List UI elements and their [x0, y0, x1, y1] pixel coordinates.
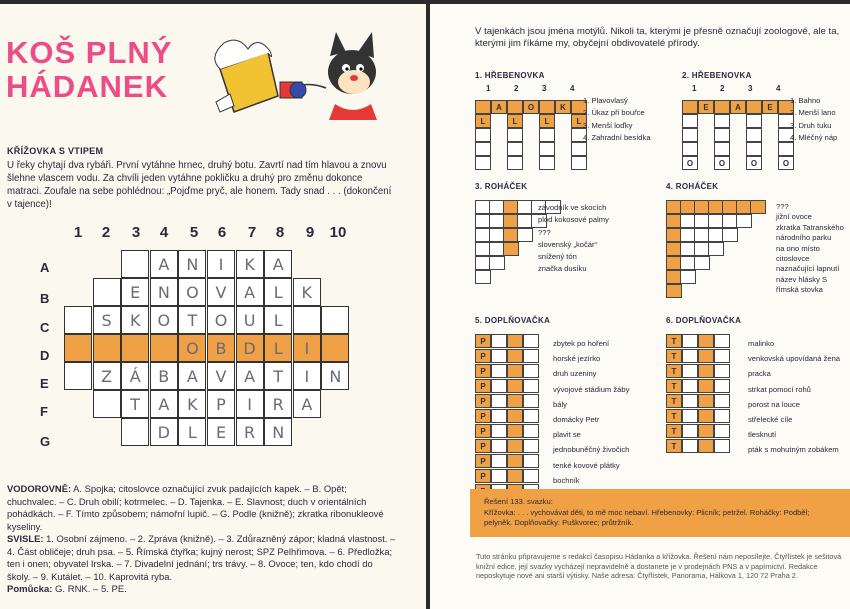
puzzle-cell[interactable] — [523, 334, 539, 348]
puzzle-cell[interactable] — [698, 409, 714, 423]
clue-item: 3. Menší loďky — [583, 120, 633, 130]
hint — [7, 584, 127, 595]
puzzle-cell[interactable] — [682, 379, 698, 393]
puzzle-cell[interactable] — [507, 364, 523, 378]
puzzle-cell[interactable]: P — [475, 349, 491, 363]
puzzle-cell[interactable] — [523, 439, 539, 453]
puzzle-cell[interactable] — [698, 349, 714, 363]
column-number: 9 — [305, 224, 315, 241]
clue-item: citoslovce naznačující lapnutí — [776, 254, 840, 274]
crossword-cell[interactable]: S — [93, 306, 121, 334]
puzzle-cell[interactable] — [491, 424, 507, 438]
puzzle-cell[interactable] — [523, 469, 539, 483]
crossword-cell[interactable]: A — [264, 250, 292, 278]
puzzle-cell[interactable]: O — [746, 156, 762, 170]
puzzle-cell[interactable]: T — [666, 439, 682, 453]
puzzle-cell[interactable] — [507, 469, 523, 483]
puzzle5-clues — [553, 336, 629, 488]
puzzle-cell[interactable] — [698, 379, 714, 393]
clue-item: zkratka Tatranského národního parku — [776, 222, 844, 243]
puzzle1-clues — [583, 95, 651, 144]
clue-item: 3. Druh tuku — [790, 120, 832, 130]
row-label: F — [40, 404, 48, 419]
puzzle-cell[interactable]: O — [682, 156, 698, 170]
puzzle6-title: 6. DOPLŇOVAČKA — [666, 316, 742, 325]
puzzle-cell[interactable]: L — [475, 114, 491, 128]
clue-item: snížený tón — [538, 252, 577, 262]
crossword-cell[interactable]: O — [178, 278, 206, 306]
puzzle-cell[interactable]: T — [666, 334, 682, 348]
puzzle-column-number: 4 — [776, 84, 781, 93]
clue-item: porost na louce — [748, 399, 800, 409]
puzzle-cell[interactable]: L — [539, 114, 555, 128]
puzzle-cell[interactable] — [682, 424, 698, 438]
clue-item: bály — [553, 399, 567, 409]
crossword-cell[interactable] — [150, 334, 178, 362]
clue-item: jižní ovoce — [776, 212, 812, 222]
crossword-cell[interactable]: N — [178, 250, 206, 278]
clues-across-label: VODOROVNĚ: — [7, 483, 72, 494]
puzzle-cell[interactable] — [682, 114, 698, 128]
crossword-cell[interactable]: A — [236, 362, 264, 390]
puzzle2-clues — [790, 95, 837, 144]
clue-item: zbytek po hoření — [553, 339, 610, 348]
column-numbers — [0, 222, 426, 244]
puzzle-cell[interactable] — [682, 334, 698, 348]
puzzle-cell[interactable] — [694, 256, 710, 270]
puzzle-cell[interactable] — [475, 270, 491, 284]
puzzle-cell[interactable] — [503, 242, 519, 256]
puzzle-cell[interactable] — [682, 364, 698, 378]
clue-item: 1. Bahno — [790, 96, 821, 105]
crossword-cell[interactable]: P — [207, 390, 235, 418]
crossword-cell[interactable]: D — [236, 334, 264, 362]
clue-item: plod kokosové palmy — [538, 215, 609, 225]
crossword-cell[interactable]: E — [121, 278, 149, 306]
crossword-cell[interactable]: E — [207, 418, 235, 446]
clue-item: 1. Plavovlasý — [583, 96, 628, 105]
crossword-cell[interactable]: D — [150, 418, 178, 446]
cat-nose — [350, 75, 358, 81]
clue-item: ??? — [538, 227, 551, 237]
puzzle-cell[interactable] — [507, 142, 523, 156]
puzzle-cell[interactable] — [714, 379, 730, 393]
puzzle-cell[interactable]: A — [730, 100, 746, 114]
puzzle-cell[interactable]: O — [523, 100, 539, 114]
clue-item: domácky Petr — [553, 415, 600, 425]
puzzle-cell[interactable]: P — [475, 364, 491, 378]
clue-item: 2. Úkaz při bouřce — [583, 108, 645, 118]
puzzle-cell[interactable] — [682, 142, 698, 156]
crossword-cell[interactable]: I — [207, 250, 235, 278]
puzzle-cell[interactable]: L — [507, 114, 523, 128]
puzzle-cell[interactable] — [523, 409, 539, 423]
puzzle-cell[interactable] — [523, 394, 539, 408]
crossword-cell[interactable]: A — [178, 362, 206, 390]
crossword-cell[interactable] — [121, 418, 149, 446]
puzzle-cell[interactable] — [682, 439, 698, 453]
crossword-cell[interactable] — [121, 334, 149, 362]
crossword-cell[interactable]: L — [264, 306, 292, 334]
puzzle-cell[interactable] — [491, 349, 507, 363]
puzzle-cell[interactable] — [523, 349, 539, 363]
crossword-cell[interactable]: L — [264, 334, 292, 362]
puzzle-cell[interactable]: P — [475, 424, 491, 438]
clue-item: pták s mohutným zobákem — [748, 445, 839, 455]
puzzle-cell[interactable] — [507, 454, 523, 468]
puzzle-cell[interactable] — [698, 364, 714, 378]
crossword-cell[interactable] — [93, 390, 121, 418]
section-heading: KŘÍŽOVKA S VTIPEM — [7, 146, 104, 156]
crossword-cell[interactable]: I — [236, 390, 264, 418]
clue-item: tenké kovové plátky — [553, 460, 620, 470]
puzzle-cell[interactable] — [736, 214, 752, 228]
crossword-cell[interactable]: K — [293, 278, 321, 306]
puzzle-cell[interactable]: E — [698, 100, 714, 114]
crossword-cell[interactable]: K — [236, 250, 264, 278]
clue-item: vývojové stádium žáby — [553, 384, 630, 394]
puzzle-cell[interactable] — [539, 142, 555, 156]
hint-label: Pomůcka: — [7, 584, 53, 595]
puzzle-cell[interactable] — [523, 424, 539, 438]
row-label: E — [40, 376, 49, 391]
crossword-cell[interactable]: V — [207, 278, 235, 306]
clue-item: 2. Menší lano — [790, 108, 836, 118]
puzzle-cell[interactable]: T — [666, 394, 682, 408]
crossword-cell[interactable]: R — [236, 418, 264, 446]
puzzle4-clues — [776, 202, 848, 296]
row-label: G — [40, 434, 51, 449]
column-number: 8 — [275, 224, 285, 241]
puzzle-cell[interactable] — [746, 114, 762, 128]
solution-heading: Řešení 133. svazku: — [484, 497, 553, 506]
column-number: 10 — [329, 224, 347, 241]
puzzle-cell[interactable] — [698, 394, 714, 408]
puzzle-cell[interactable] — [475, 128, 491, 142]
puzzle-cell[interactable] — [475, 100, 491, 114]
column-number: 3 — [131, 224, 141, 241]
puzzle-cell[interactable] — [680, 270, 696, 284]
puzzle-cell[interactable] — [507, 394, 523, 408]
solution-box — [470, 489, 850, 537]
crossword-cell[interactable] — [293, 306, 321, 334]
crossword-cell[interactable] — [64, 306, 92, 334]
clue-item: 4. Zahradní besídka — [583, 132, 651, 142]
puzzle-cell[interactable] — [714, 142, 730, 156]
cat-face — [338, 70, 370, 94]
puzzle-cell[interactable] — [507, 379, 523, 393]
puzzle-cell[interactable]: P — [475, 439, 491, 453]
puzzle-column-number: 2 — [514, 84, 519, 93]
puzzle-cell[interactable] — [682, 349, 698, 363]
clue-item: slovenský „kočár“ — [538, 239, 598, 249]
puzzle-column-number: 1 — [692, 84, 697, 93]
puzzle-column-number: 4 — [570, 84, 575, 93]
puzzle-cell[interactable] — [507, 424, 523, 438]
crossword-cell[interactable]: T — [121, 390, 149, 418]
puzzle-cell[interactable]: O — [778, 156, 794, 170]
crossword-cell[interactable]: O — [207, 306, 235, 334]
crossword-cell[interactable]: B — [207, 334, 235, 362]
puzzle-cell[interactable]: T — [666, 379, 682, 393]
puzzle-cell[interactable] — [507, 409, 523, 423]
crossword-cell[interactable]: K — [178, 390, 206, 418]
puzzle-cell[interactable]: P — [475, 334, 491, 348]
solution-text: Křížovka: . . . vychovávat děti, to mě moc nebaví. Hřebenovky: Plicník; petržel. Roháčky: Podběl; pelyněk. Doplňovačky: Puškvorec; průtržník. — [484, 507, 810, 527]
row-label: C — [40, 320, 50, 335]
puzzle2-title: 2. HŘEBENOVKA — [682, 71, 752, 80]
page-title — [6, 36, 172, 104]
clue-item: ??? — [776, 202, 789, 211]
puzzle-cell[interactable]: T — [666, 424, 682, 438]
left-page — [0, 4, 426, 609]
puzzle-cell[interactable] — [507, 349, 523, 363]
puzzle-cell[interactable] — [714, 114, 730, 128]
puzzle-cell[interactable] — [714, 394, 730, 408]
puzzle-cell[interactable] — [539, 100, 555, 114]
puzzle-cell[interactable] — [714, 424, 730, 438]
crossword-cell[interactable] — [64, 362, 92, 390]
puzzle-cell[interactable] — [475, 156, 491, 170]
crossword-cell[interactable]: B — [150, 362, 178, 390]
puzzle-cell[interactable] — [507, 100, 523, 114]
puzzle-cell[interactable] — [714, 100, 730, 114]
puzzle1-title: 1. HŘEBENOVKA — [475, 71, 545, 80]
footer-note: Tuto stránku připravujeme s redakcí časopisu Hádanka a křížovka. Řešení nám neposílejte. Čtyřlístek je sešitová knižní edice, její svazky vycházejí nepravidelně a dostanete je v prodejnách PNS a v papírnictví. Redakce neposkytuje nové ani starší výtisky. Naše adresa: Čtyřlístek, Panorama, Hálkova 1, 120 72 Praha 2. — [476, 552, 842, 581]
clues-block — [7, 483, 397, 583]
puzzle-cell[interactable] — [523, 454, 539, 468]
title-line-1: KOŠ PLNÝ — [6, 35, 173, 70]
row-label: A — [40, 260, 50, 275]
crossword-cell[interactable]: N — [321, 362, 349, 390]
puzzle-column-number: 3 — [542, 84, 547, 93]
crossword-cell[interactable]: K — [121, 306, 149, 334]
paper-scrap — [216, 94, 234, 112]
puzzle-cell[interactable] — [682, 394, 698, 408]
puzzle-cell[interactable]: T — [666, 409, 682, 423]
glove — [290, 82, 306, 98]
puzzle5-title: 5. DOPLŇOVAČKA — [475, 316, 551, 325]
crossword-cell[interactable]: N — [264, 418, 292, 446]
cat-ear-left — [330, 32, 346, 56]
puzzle-cell[interactable] — [507, 439, 523, 453]
clue-item: malinko — [748, 339, 775, 348]
puzzle-cell[interactable]: P — [475, 469, 491, 483]
column-number: 7 — [247, 224, 257, 241]
crossword-cell[interactable]: T — [178, 306, 206, 334]
column-number: 6 — [217, 224, 227, 241]
puzzle-cell[interactable] — [507, 156, 523, 170]
puzzle-cell[interactable] — [746, 142, 762, 156]
puzzle-column-number: 3 — [748, 84, 753, 93]
clue-item: druh uzeniny — [553, 369, 597, 379]
puzzle-cell[interactable] — [698, 424, 714, 438]
crossword-cell[interactable]: A — [150, 390, 178, 418]
puzzle-cell[interactable] — [708, 242, 724, 256]
crossword-cell[interactable]: A — [150, 250, 178, 278]
clue-item: značka dusíku — [538, 264, 587, 274]
crossword-cell[interactable]: I — [293, 334, 321, 362]
puzzle-cell[interactable] — [491, 379, 507, 393]
puzzle-cell[interactable] — [539, 156, 555, 170]
puzzle-cell[interactable] — [491, 364, 507, 378]
puzzle-cell[interactable] — [507, 334, 523, 348]
clue-item: horské jezírko — [553, 354, 601, 364]
puzzle-cell[interactable] — [714, 334, 730, 348]
puzzle3-clues — [538, 202, 609, 276]
crossword-cell[interactable] — [121, 250, 149, 278]
crossword-cell[interactable]: Á — [121, 362, 149, 390]
clue-item: plavit se — [553, 430, 581, 440]
puzzle-cell[interactable]: A — [491, 100, 507, 114]
puzzle4-title: 4. ROHÁČEK — [666, 182, 719, 191]
clue-item: závodník ve skocích — [538, 203, 607, 212]
clue-item: pracka — [748, 369, 771, 379]
riddle-text: U řeky chytají dva rybáři. První vytáhne hrnec, druhý botu. Zavrtí nad tím hlavou a znovu šlehne vlascem vodu. Za chvíli jeden vytáhne pokličku a druhý pro změnu dokonce matraci. Zoufale na sebe pohlédnou: „Pojďme pryč, ale honem. Tady snad . . . (dokončení v tajence)! — [7, 160, 392, 210]
crossword-cell[interactable]: O — [178, 334, 206, 362]
puzzle-cell[interactable]: P — [475, 454, 491, 468]
puzzle-cell[interactable] — [698, 334, 714, 348]
puzzle-cell[interactable]: E — [762, 100, 778, 114]
crossword-cell[interactable]: O — [150, 306, 178, 334]
column-number: 1 — [73, 224, 83, 241]
crossword-cell[interactable]: I — [293, 362, 321, 390]
puzzle-cell[interactable] — [750, 200, 766, 214]
puzzle-cell[interactable] — [571, 156, 587, 170]
puzzle-cell[interactable] — [539, 128, 555, 142]
puzzle-cell[interactable]: L — [571, 114, 587, 128]
puzzle-cell[interactable]: T — [666, 349, 682, 363]
puzzle-cell[interactable] — [698, 439, 714, 453]
clue-item: střelecké cíle — [748, 415, 793, 425]
clue-item: 4. Mléčný náp — [790, 132, 838, 142]
puzzle-cell[interactable] — [714, 128, 730, 142]
puzzle-cell[interactable]: O — [714, 156, 730, 170]
puzzle-cell[interactable] — [714, 439, 730, 453]
puzzle-cell[interactable] — [666, 284, 682, 298]
column-number: 4 — [159, 224, 169, 241]
puzzle-cell[interactable] — [714, 409, 730, 423]
puzzle-cell[interactable] — [517, 228, 533, 242]
clue-item: římská stovka — [776, 285, 823, 295]
clue-item: na ono místo — [776, 243, 820, 253]
puzzle-cell[interactable] — [682, 409, 698, 423]
row-label: B — [40, 291, 50, 306]
clue-item: venkovská upovídaná žena — [748, 354, 841, 364]
clue-item: tlesknutí — [748, 430, 777, 440]
puzzle-column-number: 2 — [720, 84, 725, 93]
puzzle3-title: 3. ROHÁČEK — [475, 182, 528, 191]
crossword-cell[interactable]: Z — [93, 362, 121, 390]
puzzle6-clues — [748, 336, 840, 458]
row-label: D — [40, 348, 50, 363]
puzzle-cell[interactable] — [714, 349, 730, 363]
puzzle-cell[interactable]: P — [475, 379, 491, 393]
clues-down-label: SVISLE: — [7, 533, 44, 544]
crossword-cell[interactable]: R — [264, 390, 292, 418]
puzzle-cell[interactable] — [714, 364, 730, 378]
crossword-cell[interactable]: V — [207, 362, 235, 390]
crossword-cell[interactable]: A — [236, 278, 264, 306]
puzzle-cell[interactable] — [722, 228, 738, 242]
clue-item: bochník — [553, 475, 580, 485]
puzzle-cell[interactable] — [491, 454, 507, 468]
puzzle-cell[interactable] — [491, 394, 507, 408]
crossword-cell[interactable]: N — [150, 278, 178, 306]
crossword-cell[interactable] — [93, 334, 121, 362]
clues-down: 1. Osobní zájmeno. – 2. Zpráva (knižně). – 3. Zdůrazněný zápor; kladná vlastnost. – 4. Část obličeje; druh psa. – 5. Římská čtyřka; kujný nerost; SPZ Pelhřimova. – 6. Předložka; ten i onen; obyvatel Irska. – 7. Divadelní jednání; trs trávy. – 8. Ovoce; ten, kdo chodí do školy. – 9. Kutálet. – 10. Kaprovitá ryba. — [7, 533, 396, 582]
puzzle-cell[interactable]: P — [475, 409, 491, 423]
hint-text: G. RNK. – 5. PE. — [55, 584, 127, 595]
crossword-cell[interactable]: L — [178, 418, 206, 446]
puzzle-cell[interactable] — [491, 409, 507, 423]
column-number: 5 — [189, 224, 199, 241]
crossword-cell[interactable] — [93, 278, 121, 306]
crossword-cell[interactable] — [64, 334, 92, 362]
puzzle-cell[interactable] — [746, 128, 762, 142]
puzzle-column-number: 1 — [486, 84, 491, 93]
crossword-cell[interactable]: L — [264, 278, 292, 306]
intro-text: V tajenkách jsou jména motýlů. Nikoli ta, kterými je přesně označují zoologové, ale ta, kterými jim říkáme my, obyčejní obdivovatelé přírody. — [475, 26, 840, 49]
puzzle-cell[interactable] — [523, 379, 539, 393]
puzzle-cell[interactable] — [489, 256, 505, 270]
clues-across: A. Spojka; citoslovce označující zvuk padajících kapek. – B. Opět; chuchvalec. – C. Druh obilí; kotrmelec. – D. Tajenka. – E. Slavnost; duch v orientálních pohádkách. – F. Tímto způsobem; námořní lupič. – G. Podle (knižně); zkratka ribonukleové kyseliny. — [7, 483, 384, 532]
puzzle-cell[interactable] — [507, 128, 523, 142]
column-number: 2 — [101, 224, 111, 241]
clue-item: název hlásky S — [776, 274, 828, 284]
puzzle-cell[interactable] — [682, 100, 698, 114]
crossword-cell[interactable]: T — [264, 362, 292, 390]
puzzle-cell[interactable]: P — [475, 394, 491, 408]
clue-item: jednobuněčný živočich — [553, 445, 630, 455]
crossword-cell[interactable] — [321, 306, 349, 334]
puzzle-cell[interactable] — [491, 439, 507, 453]
cat-body — [329, 104, 377, 120]
title-line-2: HÁDANEK — [6, 69, 168, 104]
clue-item: strkat pomocí rohů — [748, 384, 811, 394]
puzzle-cell[interactable] — [746, 100, 762, 114]
puzzle-cell[interactable] — [682, 128, 698, 142]
cat-illustration — [190, 24, 390, 124]
puzzle-cell[interactable] — [523, 364, 539, 378]
crossword-cell[interactable] — [321, 334, 349, 362]
puzzle-cell[interactable] — [491, 469, 507, 483]
puzzle-cell[interactable] — [475, 142, 491, 156]
puzzle-cell[interactable] — [491, 334, 507, 348]
crossword-cell[interactable]: U — [236, 306, 264, 334]
puzzle-cell[interactable]: T — [666, 364, 682, 378]
crossword-cell[interactable]: A — [293, 390, 321, 418]
puzzle-cell[interactable]: K — [555, 100, 571, 114]
